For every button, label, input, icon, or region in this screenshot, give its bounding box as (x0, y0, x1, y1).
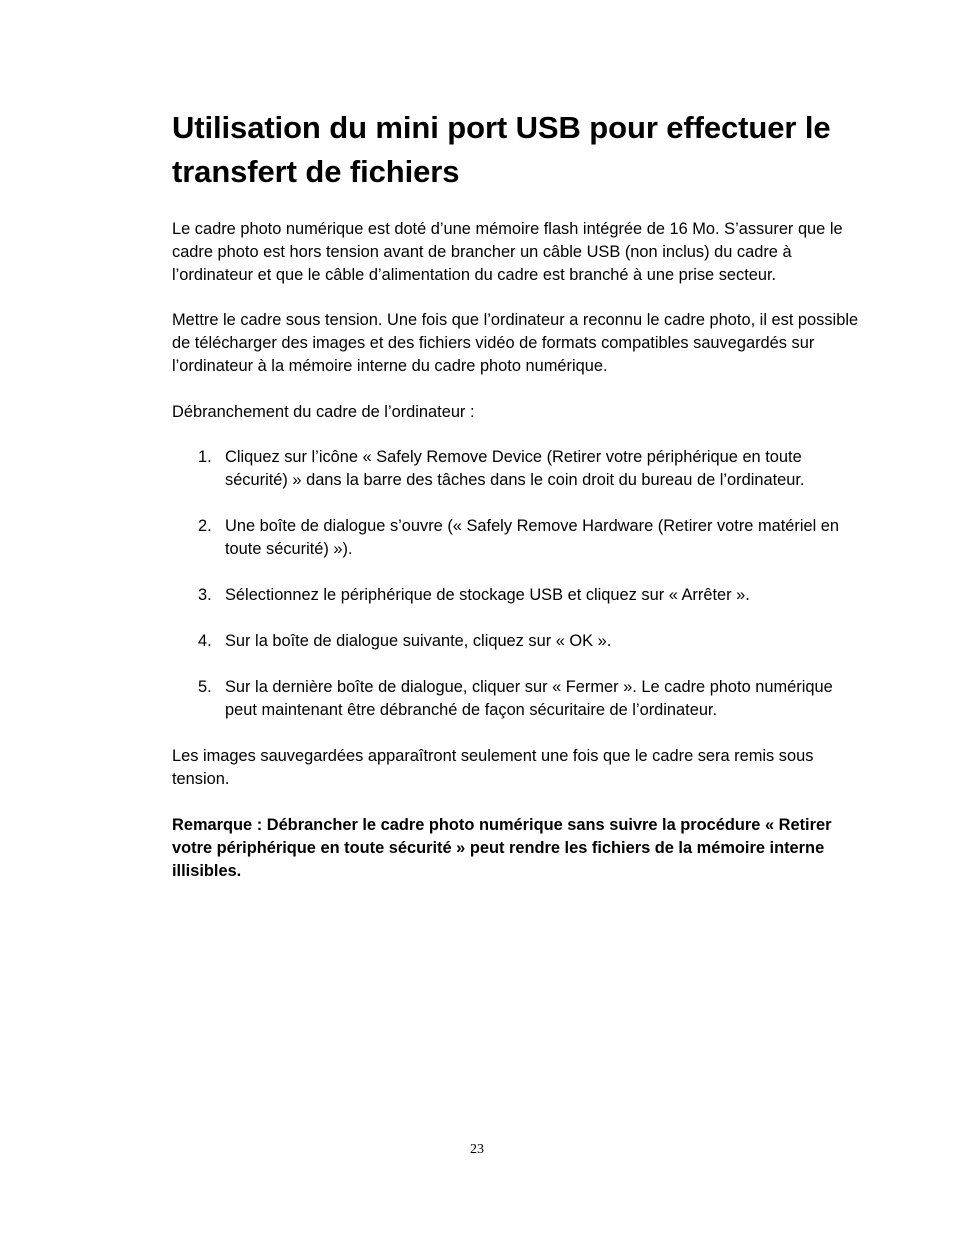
step-text: Sélectionnez le périphérique de stockage USB et cliquez sur « Arrêter ». (225, 586, 750, 604)
step-text: Cliquez sur l’icône « Safely Remove Device (Retirer votre périphérique en toute sécurité) » dans la barre des tâches dans le coin droit du bureau de l’ordinateur. (225, 448, 805, 489)
step-number: 2. (198, 517, 212, 535)
step-number: 3. (198, 586, 212, 604)
list-item-step-3 (172, 584, 864, 607)
step-text: Sur la dernière boîte de dialogue, cliquer sur « Fermer ». Le cadre photo numérique peut maintenant être débranché de façon sécuritaire de l’ordinateur. (225, 678, 833, 719)
list-item-step-2 (172, 515, 864, 561)
closing-paragraph: Les images sauvegardées apparaîtront seulement une fois que le cadre sera remis sous tension. (172, 747, 814, 788)
page-content (172, 106, 864, 883)
connection-paragraph: Mettre le cadre sous tension. Une fois que l’ordinateur a reconnu le cadre photo, il est possible de télécharger des images et des fichiers vidéo de formats compatibles sauvegardés sur l’ordinateur à la mémoire interne du cadre photo numérique. (172, 311, 859, 375)
step-number: 4. (198, 632, 212, 650)
list-item-step-1 (172, 446, 864, 492)
step-text: Une boîte de dialogue s’ouvre (« Safely Remove Hardware (Retirer votre matériel en toute sécurité) »). (225, 517, 840, 558)
warning-note: Remarque : Débrancher le cadre photo numérique sans suivre la procédure « Retirer votre périphérique en toute sécurité » peut rendre les fichiers de la mémoire interne illisibles. (172, 816, 832, 880)
step-number: 1. (198, 448, 212, 466)
intro-paragraph: Le cadre photo numérique est doté d’une mémoire flash intégrée de 16 Mo. S’assurer que le cadre photo est hors tension avant de brancher un câble USB (non inclus) du cadre à l’ordinateur et que le câble d’alimentation du cadre est branché à une prise secteur. (172, 220, 843, 284)
step-text: Sur la boîte de dialogue suivante, cliquez sur « OK ». (225, 632, 612, 650)
list-item-step-4 (172, 630, 864, 653)
disconnect-steps-list (172, 446, 864, 722)
step-number: 5. (198, 678, 212, 696)
page-number: 23 (470, 1142, 484, 1157)
page-title: Utilisation du mini port USB pour effectuer le transfert de fichiers (172, 110, 831, 189)
list-item-step-5 (172, 676, 864, 722)
disconnect-heading: Débranchement du cadre de l’ordinateur : (172, 403, 475, 421)
